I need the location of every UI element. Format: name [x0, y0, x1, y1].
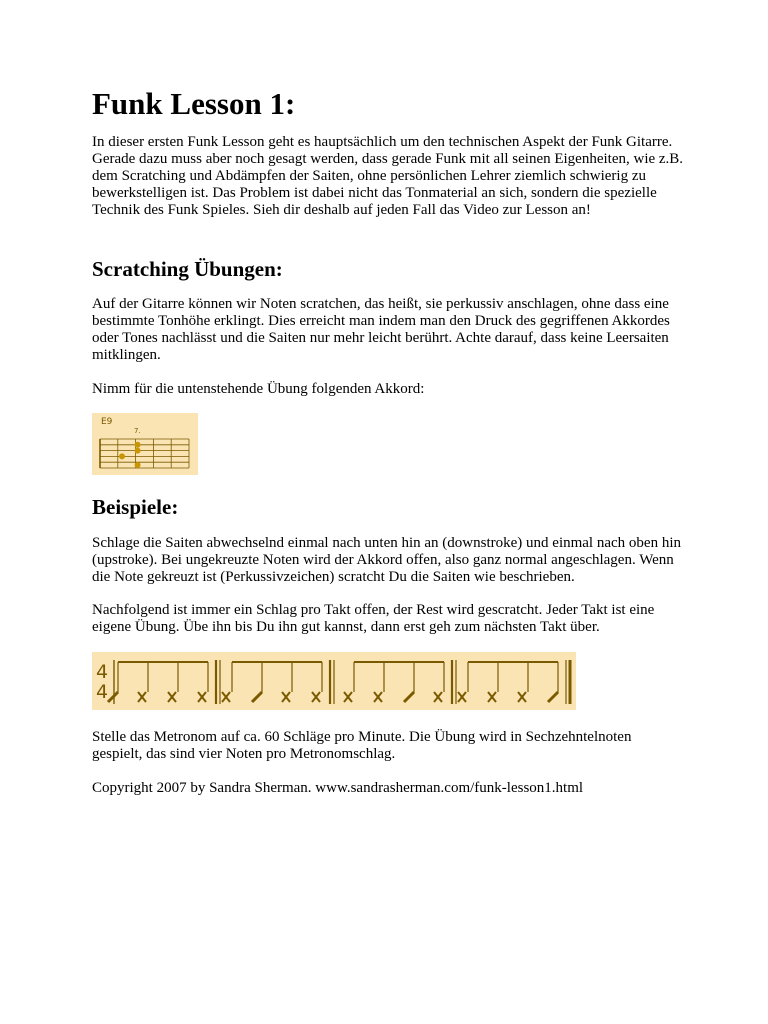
chord-diagram: [92, 413, 198, 475]
copyright-text: Copyright 2007 by Sandra Sherman. www.sandrasherman.com/funk-lesson1.html: [92, 780, 584, 796]
chord-name: E9: [101, 417, 113, 427]
chord-finger-dot: [135, 462, 141, 468]
slash-note-head: [548, 692, 558, 702]
scratching-paragraph: Auf der Gitarre können wir Noten scratchen, das heißt, sie perkussiv anschlagen, ohne dass eine bestimmte Tonhöhe erklingt. Dies erreicht man indem man den Druck des gegriffenen Akkordes oder Tones nachlässt und die Saiten nur mehr leicht berührt. Achte darauf, dass keine Leersaiten mitklingen.: [92, 296, 670, 363]
chord-finger-dot: [119, 453, 125, 459]
intro-paragraph: In dieser ersten Funk Lesson geht es hauptsächlich um den technischen Aspekt der Funk Gitarre. Gerade dazu muss aber noch gesagt werden, dass gerade Funk mit all seinen Eigenheiten, wie z.B. dem Scratching und Abdämpfen der Saiten, ohne persönlichen Lehrer ziemlich schwierig zu bewerkstelligen ist. Das Problem ist dabei nicht das Tonmaterial an sich, sondern die spezielle Technik des Funk Spieles. Sieh dir deshalb auf jeden Fall das Video zur Lesson an!: [92, 134, 684, 218]
examples-paragraph-2: Nachfolgend ist immer ein Schlag pro Takt offen, der Rest wird gescratcht. Jeder Takt ist eine eigene Übung. Übe ihn bis Du ihn gut kannst, dann erst geh zum nächsten Takt über.: [92, 602, 655, 635]
slash-note-head: [252, 692, 262, 702]
examples-heading: Beispiele:: [92, 495, 179, 519]
notation-measures: [108, 660, 570, 704]
chord-fret-label: 7.: [134, 427, 141, 435]
scratching-heading: Scratching Übungen:: [92, 257, 283, 281]
rhythm-notation-svg: [92, 652, 576, 710]
time-signature-bottom: 4: [96, 681, 109, 703]
rhythm-notation: [92, 652, 576, 710]
slash-note-head: [108, 692, 118, 702]
time-signature-top: 4: [96, 661, 109, 683]
chord-finger-dot: [135, 448, 141, 454]
slash-note-head: [404, 692, 414, 702]
chord-finger-dot: [135, 442, 141, 448]
page-title: Funk Lesson 1:: [92, 86, 296, 121]
chord-diagram-svg: [92, 413, 198, 475]
examples-paragraph-1: Schlage die Saiten abwechselnd einmal nach unten hin an (downstroke) und einmal nach oben hin (upstroke). Bei ungekreuzte Noten wird der Akkord offen, also ganz normal angeschlagen. Wenn die Note gekreuzt ist (Perkussivzeichen) scratcht Du die Saiten wie beschrieben.: [92, 535, 681, 585]
fretboard: [100, 439, 189, 468]
chord-intro-text: Nimm für die untenstehende Übung folgenden Akkord:: [92, 381, 425, 397]
metronome-paragraph: Stelle das Metronom auf ca. 60 Schläge pro Minute. Die Übung wird in Sechzehntelnoten gespielt, das sind vier Noten pro Metronomschlag.: [92, 729, 632, 762]
